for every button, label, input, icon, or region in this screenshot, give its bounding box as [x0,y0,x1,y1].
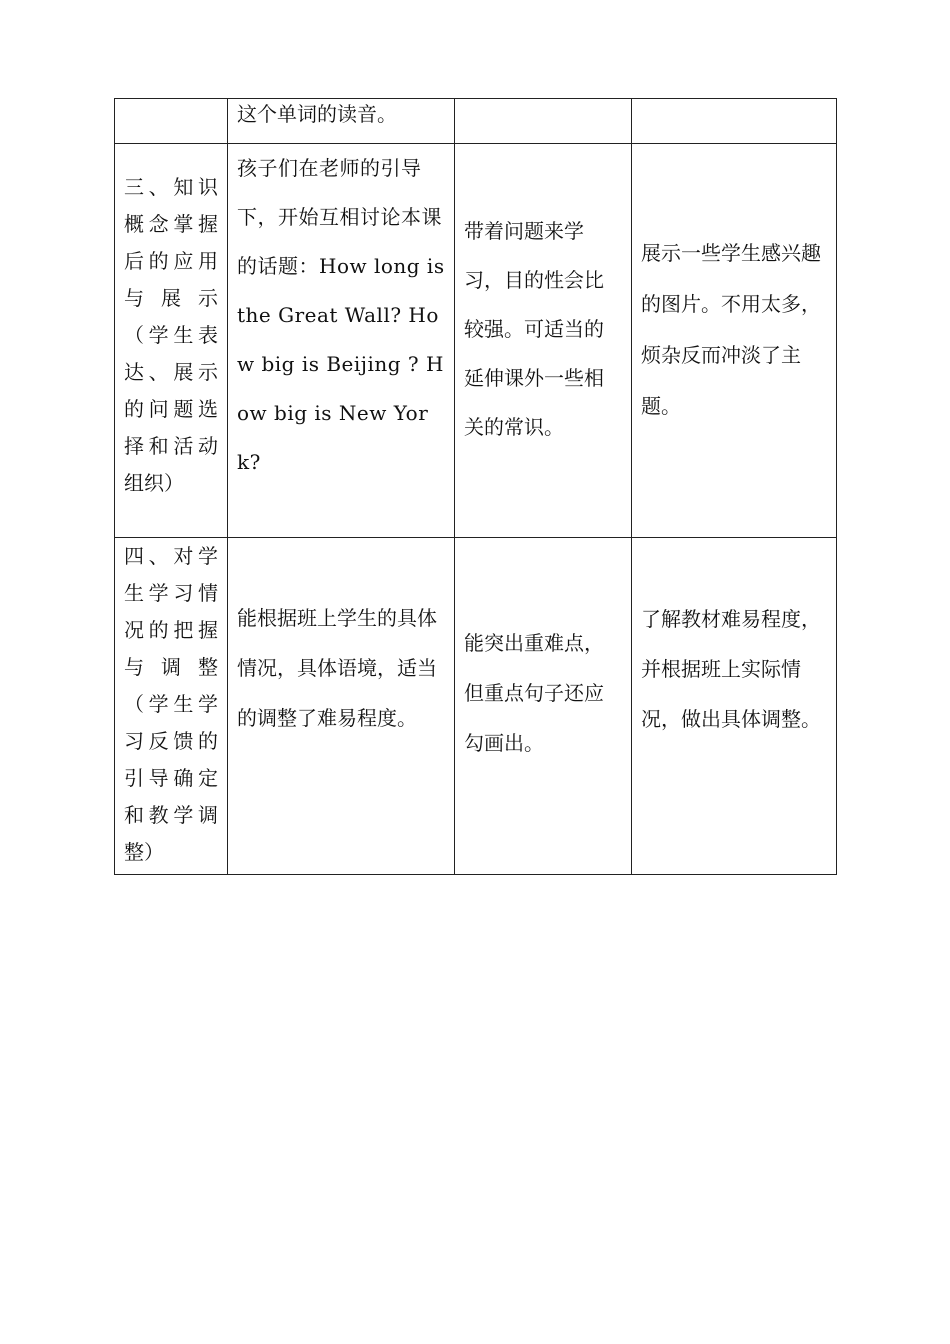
activity-cell: 能根据班上学生的具体情况，具体语境，适当的调整了难易程度。 [228,538,455,875]
notes-cell: 展示一些学生感兴趣的图片。不用太多，烦杂反而冲淡了主题。 [632,144,837,538]
lesson-plan-table [114,98,837,875]
stage-cell: 三、知识概念掌握后的应用与 展 示（学生表达、展示的问题选择和活动组织） [115,144,228,538]
activity-cell: 这个单词的读音。 [228,99,455,144]
table-row [115,538,837,875]
design-intent-cell: 能突出重难点，但重点句子还应勾画出。 [455,538,632,875]
notes-cell [632,99,837,144]
activity-cell: 孩子们在老师的引导下，开始互相讨论本课的话题：How long is the Great Wall? How big is Beijing ? How big is New York? [228,144,455,538]
stage-cell: 四、对学生学习情况的把握与 调 整（学生学习反馈的引导确定和教学调整） [115,538,228,875]
design-intent-cell: 带着问题来学习，目的性会比较强。可适当的延伸课外一些相关的常识。 [455,144,632,538]
stage-cell [115,99,228,144]
table-row [115,144,837,538]
design-intent-cell [455,99,632,144]
table-row [115,99,837,144]
notes-cell: 了解教材难易程度，并根据班上实际情况，做出具体调整。 [632,538,837,875]
